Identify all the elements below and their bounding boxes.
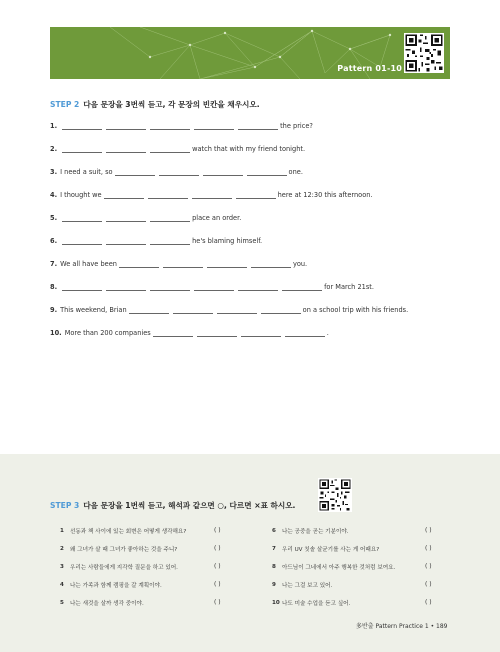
statement-item [272,580,332,589]
blank[interactable] [129,306,169,314]
statement-number: 5 [60,599,64,606]
question-text-before: We all have been [60,260,117,268]
statement-item [60,544,177,553]
question-number: 7. [50,260,58,268]
blank[interactable] [173,306,213,314]
question-text-before: This weekend, Brian [60,306,127,314]
blank[interactable] [62,122,102,130]
statement-text: 우리 UV 칫솔 살균기를 사는 게 어때요? [282,546,380,553]
pattern-label: Pattern 01-10 [337,64,402,73]
statement-number: 7 [272,545,276,552]
blank[interactable] [238,122,278,130]
blank[interactable] [207,260,247,268]
statement-number: 1 [60,527,64,534]
blank[interactable] [217,306,257,314]
question-number: 8. [50,283,58,291]
blank[interactable] [62,237,102,245]
statement-number: 10 [272,599,280,606]
question-number: 5. [50,214,58,222]
question-number: 6. [50,237,58,245]
statement-item [272,544,379,553]
step3-instruction: 다음 문장을 1번씩 듣고, 해석과 같으면 ○, 다르면 ×표 하시오. [83,501,296,510]
question-text: one. [288,168,303,176]
answer-parens[interactable]: ( ) [425,563,432,570]
blank[interactable] [285,329,325,337]
blank[interactable] [106,145,146,153]
question-number: 1. [50,122,58,130]
statement-text: 나는 가족과 함께 캠핑을 갈 계획이야. [70,582,162,589]
step2-instruction: 다음 문장을 3번씩 듣고, 각 문장의 빈칸을 채우시오. [83,100,260,109]
statement-item [60,526,186,535]
blank[interactable] [261,306,301,314]
question-number: 9. [50,306,58,314]
blank[interactable] [148,191,188,199]
blank[interactable] [236,191,276,199]
statement-item [60,580,162,589]
statement-number: 6 [272,527,276,534]
blank[interactable] [153,329,193,337]
question-text: for March 21st. [324,283,374,291]
question-8 [50,281,374,291]
question-5 [50,212,241,222]
blank[interactable] [115,168,155,176]
statement-text: 나는 새것을 살까 생각 중이야. [70,600,144,607]
statement-text: 나는 그걸 보고 있어. [282,582,333,589]
statement-number: 2 [60,545,64,552]
question-3 [50,166,303,176]
question-text: you. [292,260,308,268]
blank[interactable] [106,122,146,130]
page-footer: 多반출 Pattern Practice 1 • 189 [356,623,448,630]
statement-number: 4 [60,581,64,588]
blank[interactable] [106,283,146,291]
blank[interactable] [62,283,102,291]
answer-parens[interactable]: ( ) [214,527,221,534]
statement-item [272,562,395,571]
answer-parens[interactable]: ( ) [214,563,221,570]
blank[interactable] [238,283,278,291]
question-text: on a school trip with his friends. [302,306,409,314]
statement-text: 나는 공중을 곧는 기분이야. [282,528,349,535]
question-text: here at 12:30 this afternoon. [277,191,373,199]
blank[interactable] [247,168,287,176]
question-6 [50,235,262,245]
question-text: place an order. [192,214,242,222]
blank[interactable] [194,283,234,291]
step3-title [50,500,295,511]
statement-text: 나도 미술 수업을 듣고 싶어. [282,600,351,607]
step3-label: STEP 3 [50,501,80,510]
answer-parens[interactable]: ( ) [425,527,432,534]
answer-parens[interactable]: ( ) [214,581,221,588]
blank[interactable] [62,145,102,153]
question-number: 4. [50,191,58,199]
question-text: . [326,329,329,337]
answer-parens[interactable]: ( ) [214,599,221,606]
blank[interactable] [150,214,190,222]
statement-item [272,598,350,607]
blank[interactable] [150,122,190,130]
question-1 [50,120,313,130]
statement-item [60,598,144,607]
blank[interactable] [197,329,237,337]
blank[interactable] [194,122,234,130]
statement-number: 9 [272,581,276,588]
question-10 [50,327,329,337]
question-text: he's blaming himself. [192,237,263,245]
question-number: 2. [50,145,58,153]
pattern-banner [50,27,450,79]
answer-parens[interactable]: ( ) [214,545,221,552]
question-2 [50,143,305,153]
blank[interactable] [150,145,190,153]
blank[interactable] [163,260,203,268]
step2-title [50,99,260,110]
answer-parens[interactable]: ( ) [425,545,432,552]
statement-number: 8 [272,563,276,570]
blank[interactable] [62,214,102,222]
answer-parens[interactable]: ( ) [425,581,432,588]
statement-item [272,526,349,535]
blank[interactable] [241,329,281,337]
question-text: watch that with my friend tonight. [192,145,306,153]
step2-label: STEP 2 [50,100,80,109]
statement-item [60,562,178,571]
question-number: 3. [50,168,58,176]
question-4 [50,189,373,199]
blank[interactable] [150,283,190,291]
question-number: 10. [50,329,62,337]
statement-text: 선동과 책 사이에 있는 회변은 어떻게 생각해요? [70,528,187,535]
answer-parens[interactable]: ( ) [425,599,432,606]
statement-text: 아드님이 그네에서 아주 행복한 것처럼 보여요. [282,564,396,571]
blank[interactable] [251,260,291,268]
question-7 [50,258,307,268]
question-text-before: More than 200 companies [64,329,151,337]
blank[interactable] [119,260,159,268]
blank[interactable] [106,214,146,222]
blank[interactable] [192,191,232,199]
blank[interactable] [159,168,199,176]
statement-text: 왜 그녀가 살 때 그녀가 좋아하는 것을 주니? [70,546,178,553]
question-text-before: I thought we [60,191,102,199]
question-9 [50,304,408,314]
question-text-before: I need a suit, so [60,168,113,176]
blank[interactable] [203,168,243,176]
blank[interactable] [282,283,322,291]
qr-code-icon[interactable] [318,478,352,512]
statement-number: 3 [60,563,64,570]
qr-code-icon[interactable] [404,33,444,73]
blank[interactable] [150,237,190,245]
blank[interactable] [106,237,146,245]
statement-text: 우리는 사람들에게 지각학 질문을 하고 있어. [70,564,178,571]
question-text: the price? [280,122,313,130]
blank[interactable] [104,191,144,199]
